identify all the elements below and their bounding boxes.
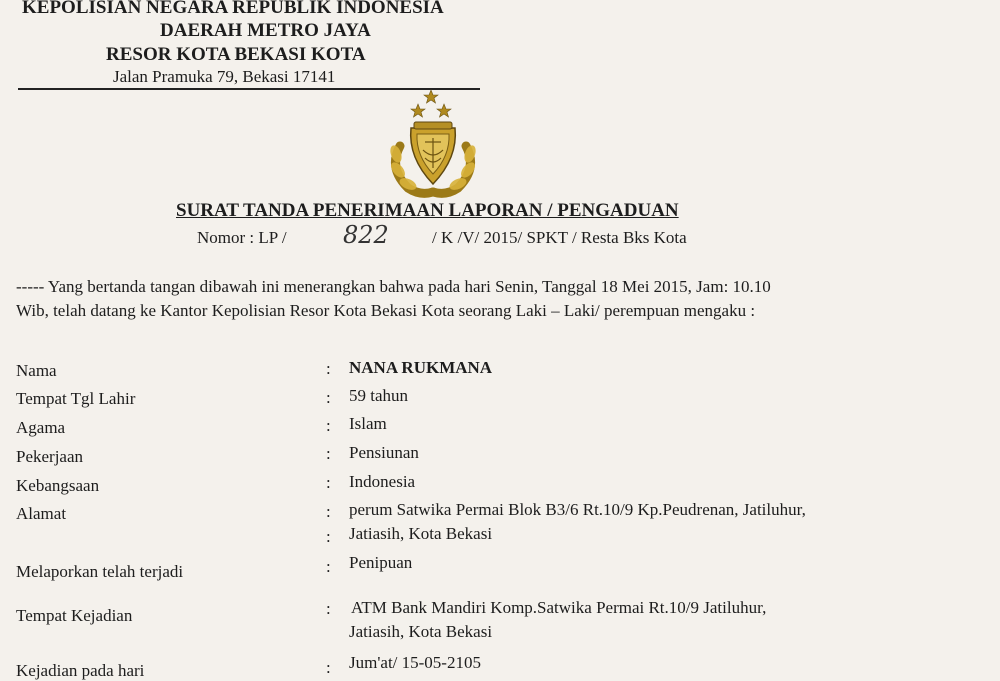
field-label-kejadian-hari: Kejadian pada hari [16,661,145,680]
field-label-alamat: Alamat [16,504,67,523]
letterhead-line2: DAERAH METRO JAYA [160,20,371,41]
field-value-nama: NANA RUKMANA [349,358,493,377]
field-colon: : [326,388,331,407]
field-value-melaporkan: Penipuan [349,553,413,572]
field-value-agama: Islam [349,414,387,433]
field-value-tempat-line1: ATM Bank Mandiri Komp.Satwika Permai Rt.10/9 Jatiluhur, [351,598,767,617]
document-title: SURAT TANDA PENERIMAAN LAPORAN / PENGADUAN [176,200,679,221]
field-value-ttl: 59 tahun [349,386,409,405]
field-colon: : [326,658,331,677]
nomor-prefix: Nomor : LP / [197,228,287,247]
field-colon: : [326,416,331,435]
letterhead-line1: KEPOLISIAN NEGARA REPUBLIK INDONESIA [22,0,444,18]
intro-line1: ----- Yang bertanda tangan dibawah ini menerangkan bahwa pada hari Senin, Tanggal 18 Mei 2015, Jam: 10.10 [16,277,771,296]
field-label-kebangsaan: Kebangsaan [16,476,100,495]
field-value-alamat-line1: perum Satwika Permai Blok B3/6 Rt.10/9 Kp.Peudrenan, Jatiluhur, [349,500,806,519]
field-colon: : [326,502,331,521]
polri-emblem [378,88,490,198]
field-label-pekerjaan: Pekerjaan [16,447,84,466]
intro-line2: Wib, telah datang ke Kantor Kepolisian Resor Kota Bekasi Kota seorang Laki – Laki/ perempuan mengaku : [16,301,756,320]
field-colon: : [326,599,331,618]
field-label-nama: Nama [16,361,57,380]
field-colon: : [326,444,331,463]
field-colon: : [326,527,331,546]
field-label-agama: Agama [16,418,66,437]
nomor-handwritten: 822 [343,221,389,249]
field-label-ttl: Tempat Tgl Lahir [16,389,136,408]
field-colon: : [326,557,331,576]
field-colon: : [326,473,331,492]
field-colon: : [326,359,331,378]
field-value-pekerjaan: Pensiunan [349,443,419,462]
nomor-suffix: / K /V/ 2015/ SPKT / Resta Bks Kota [432,228,687,247]
field-value-alamat-line2: Jatiasih, Kota Bekasi [349,524,493,543]
field-value-kejadian-hari: Jum'at/ 15-05-2105 [349,653,481,672]
field-label-tempat-kejadian: Tempat Kejadian [16,606,133,625]
field-value-kebangsaan: Indonesia [349,472,416,491]
letterhead-line3: RESOR KOTA BEKASI KOTA [106,44,366,65]
field-value-tempat-line2: Jatiasih, Kota Bekasi [349,622,493,641]
field-label-melaporkan: Melaporkan telah terjadi [16,562,184,581]
letterhead-address: Jalan Pramuka 79, Bekasi 17141 [113,67,336,86]
